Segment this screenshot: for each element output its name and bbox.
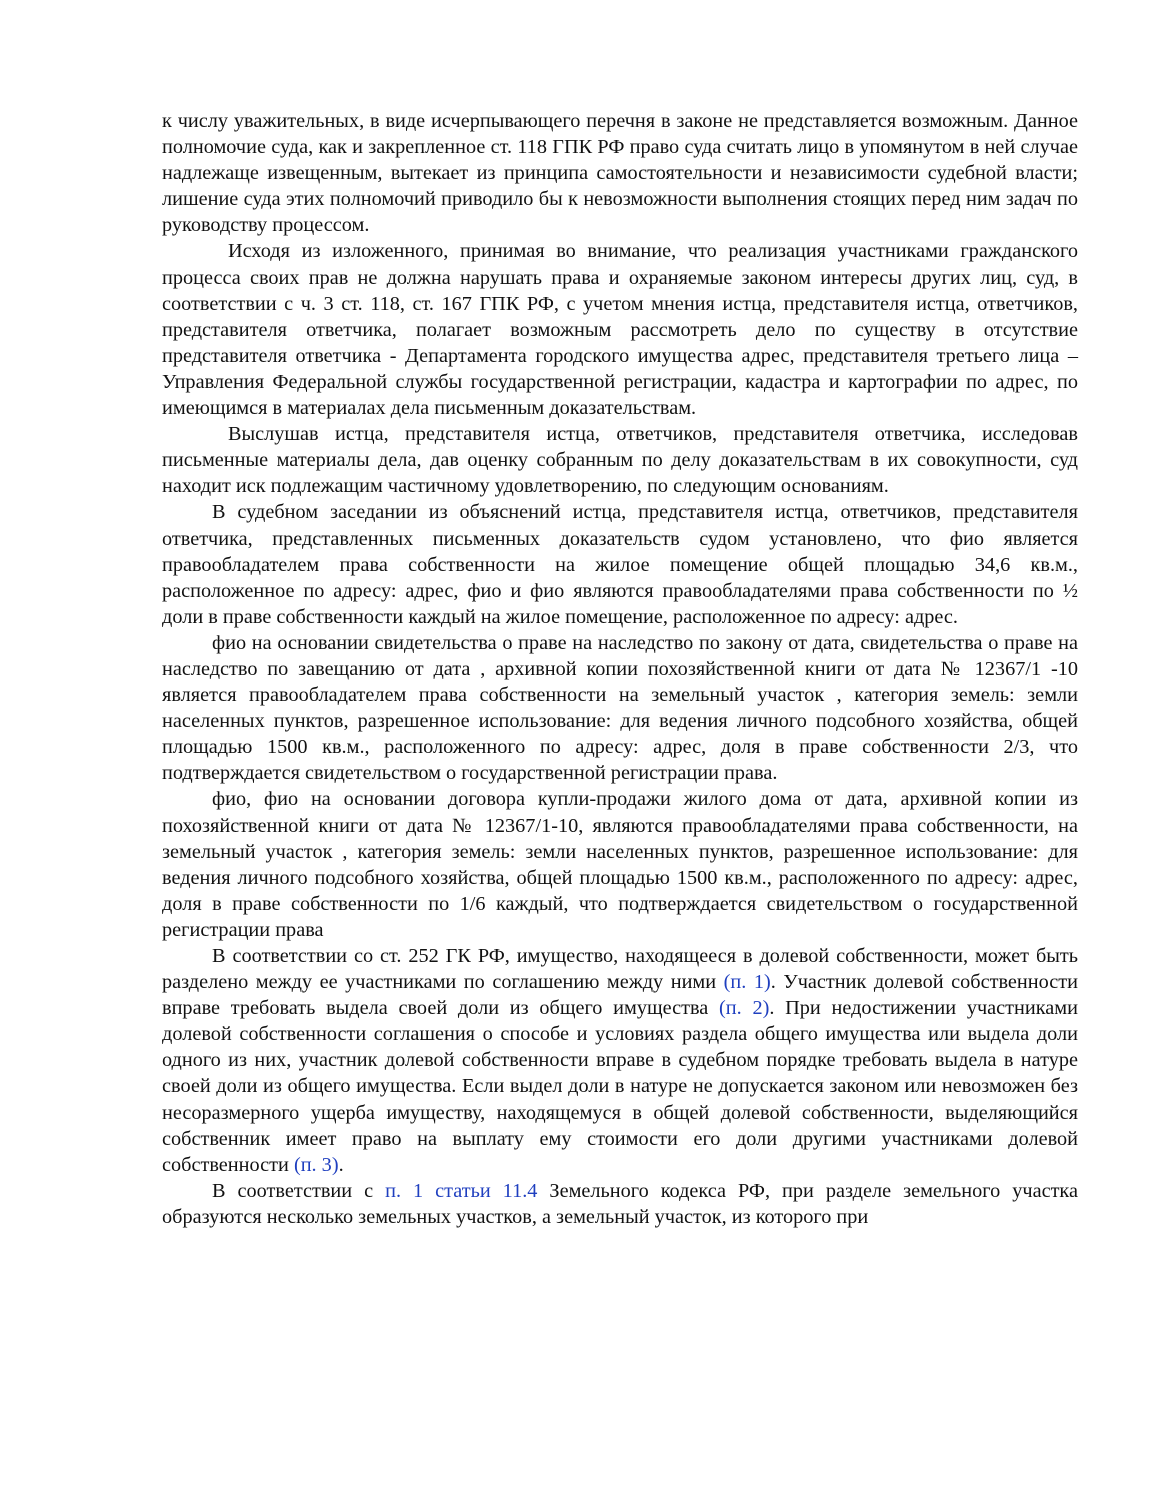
paragraph-text: фио на основании свидетельства о праве на наследство по закону от дата, свидетельства о праве на наследство по завещанию от дата , архивной копии похозяйственной книги от дата № 12367/1 -10 является правообладателем права собственности на земельный участок , категория земель: земли населенных пунктов, разрешенное использование: для ведения личного подсобного хозяйства, общей площадью 1500 кв.м., расположенного по адресу: адрес, доля в праве собственности 2/3, что подтверждается свидетельством о государственной регистрации права. — [162, 631, 1078, 785]
paragraph-text: Исходя из изложенного, принимая во внимание, что реализация участниками гражданского процесса своих прав не должна нарушать права и охраняемые законом интересы других лиц, суд, в соответствии с ч. 3 ст. 118, ст. 167 ГПК РФ, с учетом мнения истца, представителя истца, ответчиков, представителя ответчика, полагает возможным рассмотреть дело по существу в отсутствие представителя ответчика - Департамента городского имущества адрес, представителя третьего лица – Управления Федеральной службы государственной регистрации, кадастра и картографии по адрес, по имеющимся в материалах дела письменным доказательствам. — [162, 240, 1078, 420]
paragraph-text: В соответствии со ст. 252 ГК РФ, имущество, находящееся в долевой собственности, может быть разделено между ее участниками по соглашению между ними — [162, 945, 1078, 994]
paragraph-4 — [162, 499, 1078, 629]
paragraph-text: . При недостижении участниками долевой собственности соглашения о способе и условиях раздела общего имущества или выдела доли одного из них, участник долевой собственности вправе в судебном порядке требовать выдела в натуре своей доли из общего имущества. Если выдел доли в натуре не допускается законом или невозможен без несоразмерного ущерба имуществу, находящемуся в общей долевой собственности, выделяющийся собственник имеет право на выплату ему стоимости его доли другими участниками долевой собственности — [162, 997, 1078, 1176]
paragraph-text: Выслушав истца, представителя истца, ответчиков, представителя ответчика, исследовав письменные материалы дела, дав оценку собранным по делу доказательствам в их совокупности, суд находит иск подлежащим частичному удовлетворению, по следующим основаниям. — [162, 423, 1078, 498]
paragraph-text: В судебном заседании из объяснений истца, представителя истца, ответчиков, представителя ответчика, представленных письменных доказательств судом установлено, что фио является правообладателем права собственности на жилое помещение общей площадью 34,6 кв.м., расположенное по адресу: адрес, фио и фио являются правообладателями права собственности по ½ доли в праве собственности каждый на жилое помещение, расположенное по адресу: адрес. — [162, 501, 1078, 628]
law-reference-link[interactable]: п. 1 статьи 11.4 — [385, 1179, 538, 1202]
paragraph-text: . Участник долевой собственности вправе требовать выдела своей доли из общего имущества — [162, 971, 1078, 1020]
paragraph-text: . — [338, 1153, 344, 1176]
paragraph-text: Земельного кодекса РФ, при разделе земельного участка образуются несколько земельных участков, а земельный участок, из которого при — [162, 1179, 1078, 1228]
paragraph-text: к числу уважительных, в виде исчерпывающего перечня в законе не представляется возможным. Данное полномочие суда, как и закрепленное ст. 118 ГПК РФ право суда считать лицо в упомянутом в ней случае надлежаще извещенным, вытекает из принципа самостоятельности и независимости судебной власти; лишение суда этих полномочий приводило бы к невозможности выполнения стоящих перед ним задач по руководству процессом. — [162, 110, 1078, 237]
paragraph-7 — [162, 943, 1078, 1178]
paragraph-8 — [162, 1178, 1078, 1230]
paragraph-3 — [162, 421, 1078, 499]
paragraph-text: фио, фио на основании договора купли-продажи жилого дома от дата, архивной копии из похозяйственной книги от дата № 12367/1-10, являются правообладателями права собственности, на земельный участок , категория земель: земли населенных пунктов, разрешенное использование: для ведения личного подсобного хозяйства, общей площадью 1500 кв.м., расположенного по адресу: адрес, доля в праве собственности по 1/6 каждый, что подтверждается свидетельством о государственной регистрации права — [162, 788, 1078, 941]
law-reference-link[interactable]: (п. 1) — [723, 971, 771, 994]
law-reference-link[interactable]: (п. 2) — [719, 997, 770, 1020]
paragraph-6 — [162, 786, 1078, 943]
document-page — [162, 108, 1078, 1230]
paragraph-2 — [162, 238, 1078, 421]
law-reference-link[interactable]: (п. 3) — [293, 1153, 339, 1176]
paragraph-5 — [162, 630, 1078, 787]
paragraph-1 — [162, 108, 1078, 238]
paragraph-text: В соответствии с — [212, 1179, 386, 1202]
